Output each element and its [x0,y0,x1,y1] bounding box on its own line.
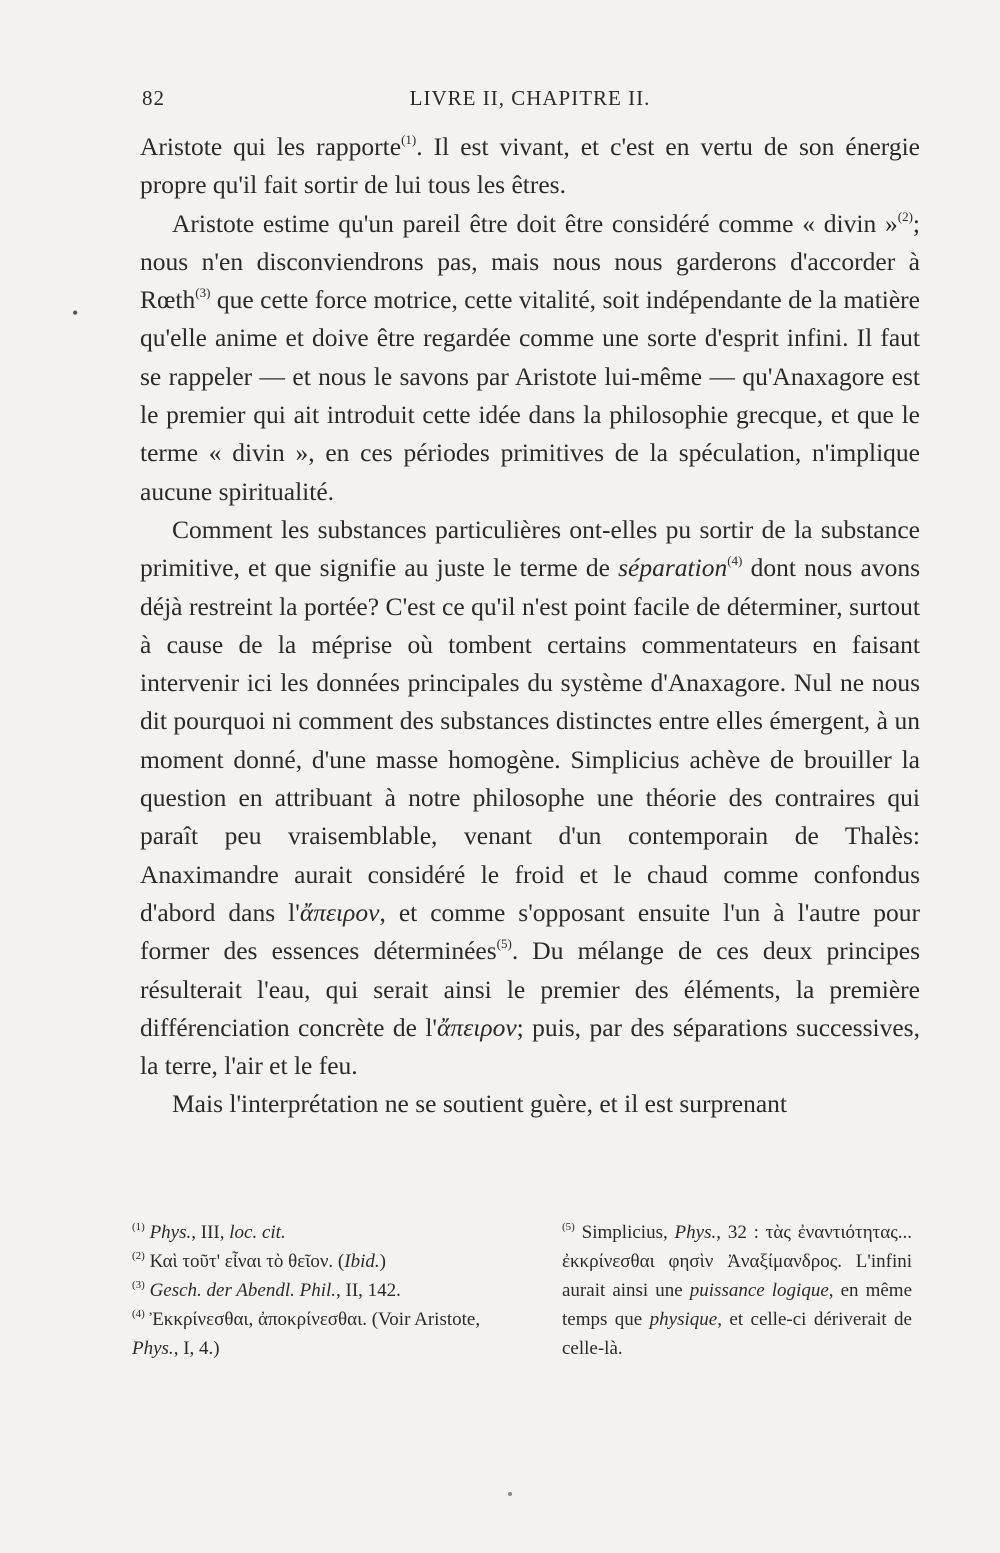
footnotes [132,1218,912,1398]
running-header [140,86,920,116]
footnote-mark: (2) [132,1250,145,1262]
emphasis: physique [649,1309,718,1330]
footnotes-right-column [562,1218,912,1363]
text: . Il est vivant, et c'est en vertu de son énergie propre qu'il fait sortir de lui tous les êtres. [140,132,920,200]
text: , III, [191,1222,230,1243]
main-text [140,128,920,1124]
text: Aristote estime qu'un pareil être doit être considéré comme « divin » [172,208,898,238]
text: Comment les substances particulières ont-elles pu sortir de la substance primitive, et que signifie au juste le terme de [140,514,920,583]
text: , I, 4.) [173,1338,220,1359]
paragraph-4 [140,1085,920,1123]
note-ref-2: (2) [897,208,913,224]
note-ref-3: (3) [195,285,211,301]
text: Aristote qui les rapporte [140,132,402,161]
note-ref-1: (1) [401,132,417,147]
text: ; puis, par des séparations successives, la terre, l'air et le feu. [140,1012,920,1081]
margin-mark: • [72,303,79,323]
text: ) [379,1251,386,1272]
emphasis: Phys. [149,1222,192,1243]
paragraph-1 [140,128,920,205]
emphasis: Ibid. [344,1251,380,1272]
emphasis: loc. cit. [229,1222,286,1243]
footnote-3 [132,1276,507,1305]
text: dont nous avons déjà restreint la portée? C'est ce qu'il n'est point facile de déterminer, surtout à cause de la méprise où tombent certains commentateurs en faisant intervenir ici les données principales du système d'Anaxagore. Nul ne nous dit pourquoi ni comment des substances distinctes entre elles émergent, à un moment donné, d'une masse homogène. Simplicius achève de brouiller la question en attribuant à notre philosophe une théorie des contraires qui paraît peu vraisemblable, venant d'un contemporain de Thalès: Anaximandre aurait considéré le froid et le chaud comme confondus d'abord dans l' [140,553,920,927]
paragraph-3 [140,511,920,1085]
note-ref-5: (5) [496,936,512,952]
footnote-mark: (5) [562,1221,575,1233]
emphasis: Phys. [674,1222,717,1243]
footnote-mark: (4) [132,1308,145,1320]
page-number: 82 [142,86,165,110]
text: , en même temps que [562,1280,912,1330]
note-ref-4: (4) [727,553,743,569]
text: , 32 : τὰς ἐναντιότητας... ἐκκρίνεσθαι φησὶν Ἀναξίμανδρος. L'infini aurait ainsi une [562,1222,912,1301]
footnote-2 [132,1247,507,1276]
greek-term: ἄπειρον [299,897,380,927]
running-title: LIVRE II, CHAPITRE II. [409,86,651,110]
footnote-mark: (1) [132,1221,145,1233]
text: Ἐκκρίνεσθαι, ἀποκρίνεσθαι. (Voir Aristote, [149,1309,481,1330]
text: Καὶ τοῦτ' εἶναι τὸ θεῖον. ( [149,1251,345,1272]
footnote-4 [132,1305,507,1363]
text: que cette force motrice, cette vitalité, soit indépendante de la matière qu'elle anime et doive être regardée comme une sorte d'esprit infini. Il faut se rappeler — et nous le savons par Aristote lui-même — qu'Anaxagore est le premier qui ait introduit cette idée dans la philosophie grecque, et que le terme « divin », en ces périodes primitives de la spéculation, n'implique aucune spiritualité. [140,285,920,506]
text: , et celle-ci dériverait de celle-là. [562,1309,912,1359]
paragraph-2 [140,205,920,511]
footnotes-left-column [132,1218,507,1363]
ink-speck [508,1492,512,1496]
text: Simplicius, [581,1222,675,1243]
text: , II, 142. [336,1280,401,1301]
emphasis: séparation [618,553,728,583]
emphasis: puissance logique [689,1280,829,1301]
emphasis: Gesch. der Abendl. Phil. [149,1280,337,1301]
text: . Du mélange de ces deux principes résulterait l'eau, qui serait ainsi le premier des éléments, la première différenciation concrète de l' [140,936,920,1042]
text: Mais l'interprétation ne se soutient guère, et il est surprenant [172,1089,788,1119]
footnote-mark: (3) [132,1279,145,1291]
greek-term: ἄπειρον [437,1012,517,1042]
text: ; nous n'en disconviendrons pas, mais nous nous garderons d'accorder à Rœth [140,208,920,315]
footnote-1 [132,1218,507,1247]
emphasis: Phys. [132,1338,174,1359]
text: , et comme s'opposant ensuite l'un à l'autre pour former des essences déterminées [140,897,921,966]
footnote-5 [562,1218,912,1363]
